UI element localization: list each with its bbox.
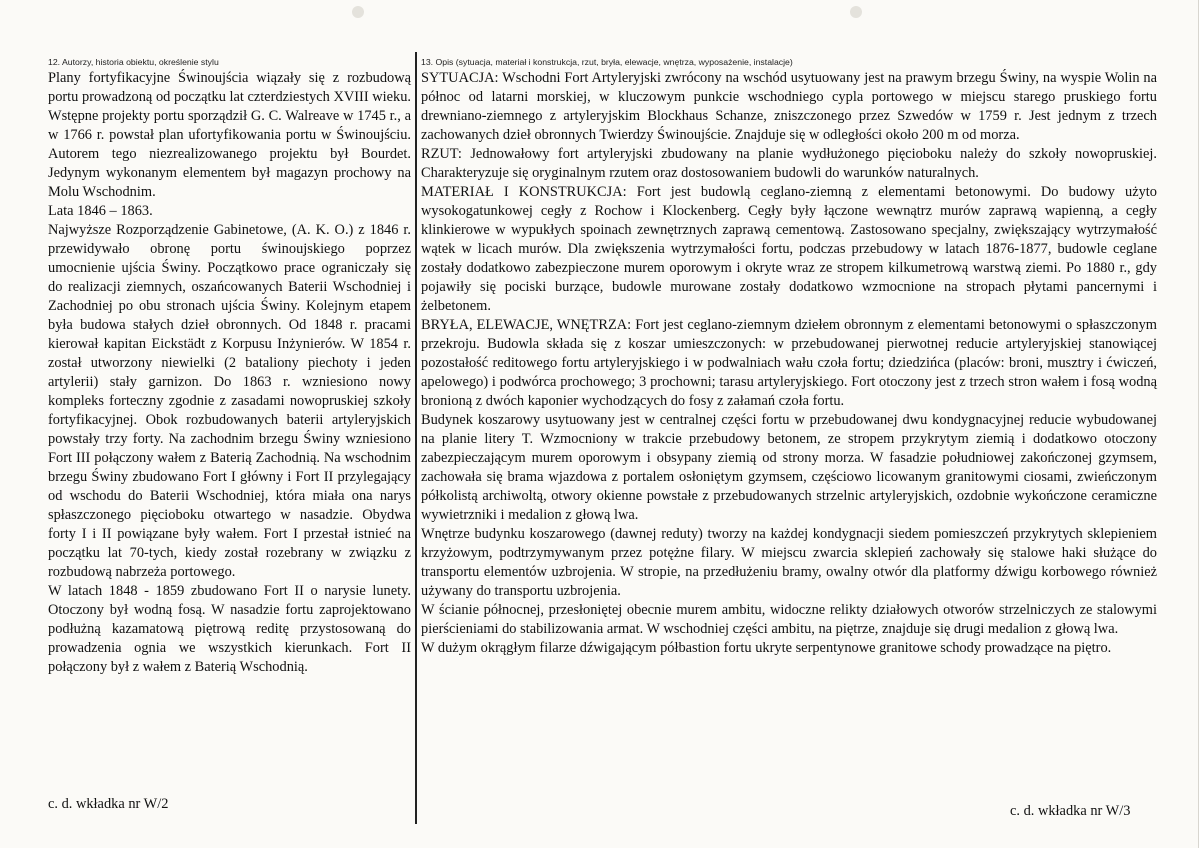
history-paragraph-4: W latach 1848 - 1859 zbudowano Fort II o narysie lunety. Otoczony był wodną fosą. W nasadzie fortu zaprojektowano podłużną kazamatową piętrową reditę przystosowaną do prowadzenia ognia we wszystkich kierunkach. Fort II połączony był z wałem z Baterią Wschodnią. [48, 583, 411, 675]
description-interior: Wnętrze budynku koszarowego (dawnej reduty) tworzy na każdej kondygnacji siedem pomieszczeń przykrytych sklepieniem krzyżowym, podtrzymywanym przez potężne filary. W miejscu zwarcia sklepień zachowały się stalowe haki służące do transportu elementów uzbrojenia. W stropie, na przedłużeniu bramy, owalny otwór dla platformy dźwigu korbowego również używany do transportu uzbrojenia. [421, 526, 1157, 599]
history-paragraph-1: Plany fortyfikacyjne Świnoujścia wiązały się z rozbudową portu prowadzoną od początku lat czterdziestych XVIII wieku. Wstępne projekty portu sporządził G. C. Walreave w 1745 r., a w 1766 r. powstał plan ufortyfikowania portu w Świnoujściu. Autorem tego niezrealizowanego projektu był Bourdet. Jedynym wykonanym elementem był magazyn prochowy na Molu Wschodnim. [48, 70, 411, 200]
description-stairs: W dużym okrągłym filarze dźwigającym półbastion fortu ukryte serpentynowe granitowe schody prowadzące na piętro. [421, 640, 1112, 656]
description-material: MATERIAŁ I KONSTRUKCJA: Fort jest budowlą ceglano-ziemną z elementami betonowymi. Do budowy użyto wysokogatunkowej cegły z Rochow i Klockenberg. Cegły były łączone wewnątrz murów zaprawą wapienną, a cegły klinkierowe w wypukłych spoinach zewnętrznych zaprawą cementową. Zastosowano specjalny, zwiększający wytrzymałość wątek w licach murów. Dla zwiększenia wytrzymałości fortu, podczas przebudowy w latach 1876-1877, budowle ceglane zostały dodatkowo zabezpieczone murem oporowym i okryte wraz ze stropem kilkumetrową warstwą ziemi. Po 1880 r., gdy pojawiły się pociski burzące, budowle murowane zostały dodatkowo wzmocnione na stropach płytami pancernymi i żelbetonem. [421, 184, 1157, 314]
continuation-note-left: c. d. wkładka nr W/2 [48, 796, 169, 812]
history-section-header: 12. Autorzy, historia obiektu, określenie stylu [48, 57, 219, 67]
description-situation: SYTUACJA: Wschodni Fort Artyleryjski zwrócony na wschód usytuowany jest na prawym brzegu Świny, na wyspie Wolin na północ od latarni morskiej, w kluczowym punkcie wschodniego cypla portowego w miejscu starego pruskiego fortu drewniano-ziemnego z artyleryjskim Blockhaus Schanze, zniszczonego przez Szwedów w 1759 r. Jest jednym z trzech zachowanych dzieł obronnych Twierdzy Świnoujście. Znajduje się w odległości około 200 m od morza. [421, 70, 1157, 143]
description-barracks: Budynek koszarowy usytuowany jest w centralnej części fortu w przebudowanej dwu kondygnacyjnej reducie wybudowanej na planie litery T. Wzmocniony w trakcie przebudowy betonem, ze stropem przykrytym ziemią i dodatkowo otoczony zabezpieczającym murem oporowym i obsypany ziemią od strony morza. W fasadzie południowej zakończonej gzymsem, zachowała się brama wjazdowa z portalem osłoniętym gzymsem, częściowo licowanym granitowymi ciosami, zwieńczonym półkolistą archiwoltą, otwory okienne powstałe z przebudowanych strzelnic artyleryjskich, ozdobnie wykończone ceramiczne wywietrzniki i medalion z głową lwa. [421, 412, 1157, 523]
history-paragraph-3: Najwyższe Rozporządzenie Gabinetowe, (A. K. O.) z 1846 r. przewidywało obronę portu świnoujskiego poprzez umocnienie ujścia Świny. Początkowo prace ograniczały się do realizacji ziemnych, oszańcowanych Baterii Wschodniej i Zachodniej po obu stronach ujścia Świny. Kolejnym etapem była budowa stałych dzieł obronnych. Od 1848 r. pracami kierował kapitan Eickstädt z Korpusu Inżynierów. W 1854 r. został utworzony niewielki (2 bataliony piechoty i jeden artylerii) stały garnizon. Do 1863 r. wzniesiono nowy kompleks forteczny zgodnie z zasadami nowopruskiej szkoły fortyfikacyjnej. Obok rozbudowanych baterii artyleryjskich powstały trzy forty. Na zachodnim brzegu Świny wzniesiono Fort III połączony wałem z Baterią Zachodnią. Na wschodnim brzegu Świny zbudowano Fort I główny i Fort II przylegający od wschodu do Baterii Wschodniej, która miała ona narys spłaszczonego pięcioboku otwartego w nasadzie. Obydwa forty I i II powiązane były wałem. Fort I przestał istnieć na początku lat 70-tych, kiedy został rozebrany w związku z rozbudową nabrzeża portowego. [48, 222, 411, 580]
history-paragraph-2: Lata 1846 – 1863. [48, 203, 153, 219]
description-form: BRYŁA, ELEWACJE, WNĘTRZA: Fort jest ceglano-ziemnym dziełem obronnym z elementami betonowymi o spłaszczonym przekroju. Budowla składa się z koszar umieszczonych: w przebudowanej pierwotnej reducie artyleryjskiej stanowiącej pozostałość reditowego fortu artyleryjskiego i w podwalniach wału czoła fortu; dziedzińca (placów: broni, musztry i ćwiczeń, apelowego) i podwórca prochowego; 3 prochowni; tarasu artyleryjskiego. Fort otoczony jest z trzech stron wałem i fosą wodną bronioną z dwóch kaponier wychodzących do fosy z załamań czoła fortu. [421, 317, 1157, 409]
column-divider [415, 52, 417, 824]
history-column [48, 56, 411, 677]
description-north-wall: W ścianie północnej, przesłoniętej obecnie murem ambitu, widoczne relikty działowych otworów strzelniczych ze stalowymi pierścieniami do stabilizowania armat. W wschodniej części ambitu, na piętrze, znajduje się drugi medalion z głową lwa. [421, 602, 1157, 637]
description-plan: RZUT: Jednowałowy fort artyleryjski zbudowany na planie wydłużonego pięcioboku należy do szkoły nowopruskiej. Charakteryzuje się oryginalnym rzutem oraz dostosowaniem budowli do warunków naturalnych. [421, 146, 1157, 181]
description-section-header: 13. Opis (sytuacja, materiał i konstrukcja, rzut, bryła, elewacje, wnętrza, wyposażenie, instalacje) [421, 57, 793, 67]
punch-hole-right [850, 6, 862, 18]
punch-hole-left [352, 6, 364, 18]
continuation-note-right: c. d. wkładka nr W/3 [1010, 803, 1131, 819]
description-column [421, 56, 1157, 658]
